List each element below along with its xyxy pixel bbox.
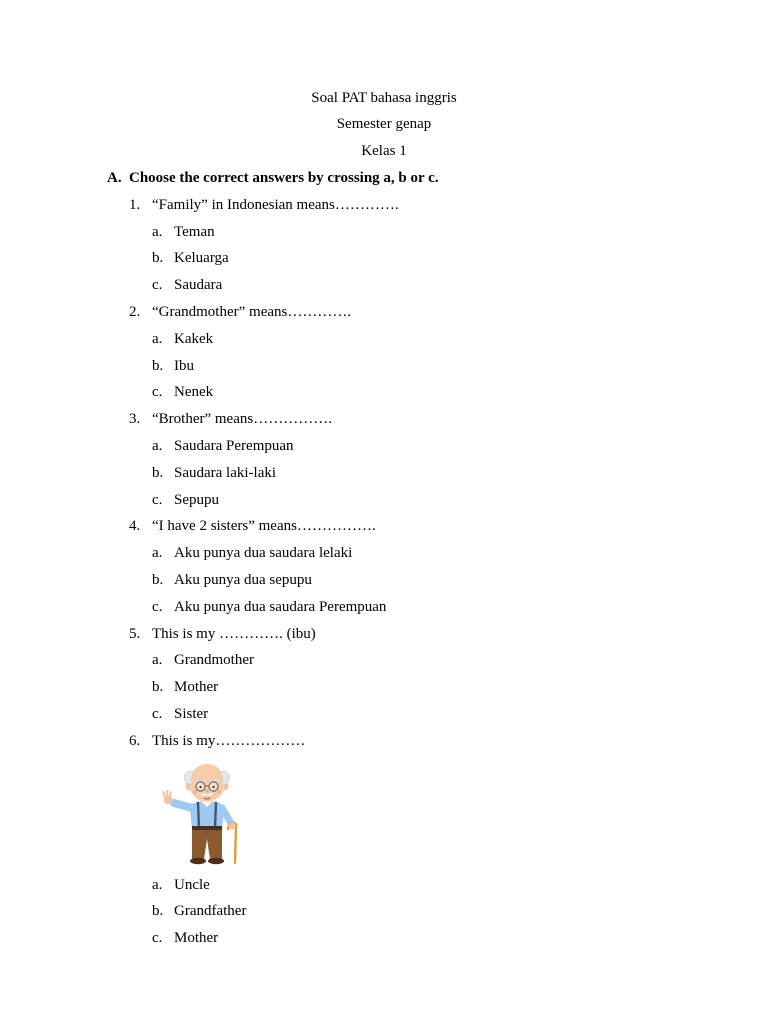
question-text: This is my …………. (ibu)	[152, 625, 316, 642]
option-text: Mother	[174, 679, 219, 696]
option-text: Saudara	[174, 277, 223, 294]
option-letter: c.	[152, 277, 163, 294]
option-text: Keluarga	[174, 250, 229, 267]
option-item	[0, 701, 768, 728]
question-list	[0, 192, 768, 952]
semester-label: Semester genap	[336, 116, 432, 133]
question-text: “Grandmother” means………….	[152, 303, 352, 320]
question-number: 2.	[129, 303, 141, 320]
option-letter: c.	[152, 384, 163, 401]
option-text: Saudara Perempuan	[174, 437, 294, 454]
question-text: “Brother” means…………….	[152, 411, 332, 428]
option-item	[0, 487, 768, 514]
question-block	[0, 406, 768, 513]
option-letter: c.	[152, 491, 163, 508]
option-letter: a.	[152, 223, 163, 240]
option-letter: b.	[152, 571, 164, 588]
option-letter: c.	[152, 705, 163, 722]
question-3	[0, 406, 768, 433]
option-letter: b.	[152, 250, 164, 267]
option-item	[0, 379, 768, 406]
option-text: Grandfather	[174, 903, 247, 920]
question-block	[0, 192, 768, 299]
option-text: Teman	[174, 223, 215, 240]
worksheet-header	[0, 85, 768, 165]
option-letter: a.	[152, 330, 163, 347]
option-letter: b.	[152, 679, 164, 696]
option-letter: a.	[152, 652, 163, 669]
option-letter: a.	[152, 437, 163, 454]
grandfather-body	[190, 801, 224, 830]
question-text: This is my………………	[152, 732, 306, 749]
section-instruction: Choose the correct answers by crossing a, b or c.	[129, 169, 439, 186]
option-text: Aku punya dua saudara Perempuan	[174, 598, 387, 615]
option-text: Aku punya dua sepupu	[174, 571, 312, 588]
option-item	[0, 460, 768, 487]
option-text: Saudara laki-laki	[174, 464, 277, 481]
question-1	[0, 192, 768, 219]
section-marker: A.	[107, 169, 122, 186]
option-item	[0, 540, 768, 567]
option-text: Grandmother	[174, 652, 254, 669]
option-text: Sepupu	[174, 491, 219, 508]
question-number: 1.	[129, 196, 141, 213]
option-text: Mother	[174, 930, 219, 947]
option-item	[0, 272, 768, 299]
option-item	[0, 326, 768, 353]
section-a-heading	[0, 165, 768, 192]
question-number: 6.	[129, 732, 141, 749]
option-item	[0, 219, 768, 246]
option-item	[0, 872, 768, 899]
option-text: Aku punya dua saudara lelaki	[174, 545, 353, 562]
question-block	[0, 621, 768, 728]
question-text: “I have 2 sisters” means…………….	[152, 518, 376, 535]
class-label: Kelas 1	[361, 143, 407, 160]
option-letter: c.	[152, 930, 163, 947]
question-block	[0, 299, 768, 406]
option-text: Sister	[174, 705, 209, 722]
question-block	[0, 513, 768, 620]
option-item	[0, 647, 768, 674]
option-letter: b.	[152, 903, 164, 920]
question-4	[0, 513, 768, 540]
page-title: Soal PAT bahasa inggris	[311, 89, 457, 106]
option-item	[0, 898, 768, 925]
option-item	[0, 674, 768, 701]
option-letter: a.	[152, 876, 163, 893]
option-text: Nenek	[174, 384, 214, 401]
question-6	[0, 728, 768, 755]
grandfather-icon	[152, 759, 256, 867]
option-item	[0, 567, 768, 594]
option-letter: b.	[152, 357, 164, 374]
question-block	[0, 728, 768, 952]
option-letter: a.	[152, 545, 163, 562]
option-item	[0, 245, 768, 272]
option-item	[0, 925, 768, 952]
option-letter: b.	[152, 464, 164, 481]
question-number: 5.	[129, 625, 141, 642]
option-item	[0, 353, 768, 380]
question-number: 3.	[129, 411, 141, 428]
option-text: Uncle	[174, 876, 210, 893]
question-5	[0, 621, 768, 648]
option-letter: c.	[152, 598, 163, 615]
question-text: “Family” in Indonesian means………….	[152, 196, 399, 213]
question-image	[152, 759, 256, 867]
option-text: Kakek	[174, 330, 214, 347]
option-text: Ibu	[174, 357, 194, 374]
question-2	[0, 299, 768, 326]
question-number: 4.	[129, 518, 141, 535]
option-item	[0, 594, 768, 621]
option-item	[0, 433, 768, 460]
